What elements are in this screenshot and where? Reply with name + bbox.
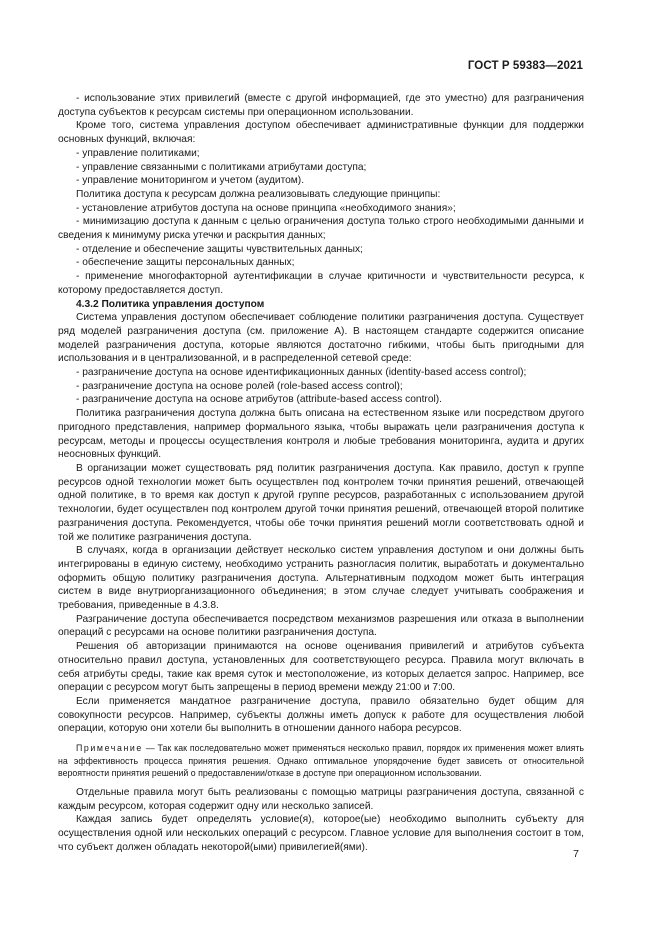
page-number: 7 <box>573 848 579 860</box>
list-item: - отделение и обеспечение защиты чувствительных данных; <box>76 243 363 255</box>
body-paragraph: Разграничение доступа обеспечивается посредством механизмов разрешения или отказа в выполнении операций с ресурсами на основе политики разграничения доступа. <box>58 613 584 639</box>
list-item: - разграничение доступа на основе ролей (role-based access control); <box>76 380 403 392</box>
body-paragraph: Политика доступа к ресурсам должна реализовывать следующие принципы: <box>76 188 441 200</box>
list-item: - управление мониторингом и учетом (аудитом). <box>76 175 305 187</box>
body-paragraph: Решения об авторизации принимаются на основе оценивания привилегий и атрибутов субъекта относительно правил доступа, установленных для соответствующего ресурса. Правила могут включать в себя атрибуты среды, такие как время суток и местоположение, из которых делается запрос. Например, все операции с ресурсом могут быть запрещены в период времени между 21:00 и 7:00. <box>58 641 584 694</box>
note-text: — Так как последовательно может применяться несколько правил, порядок их применения может влиять на эффективность процесса принятия решения. Однако оптимальное упорядочение будет зависеть от относительной вероятности принятия решений о предоставлении/отказе в доступе при операционном использовании. <box>58 743 584 779</box>
body-paragraph: Каждая запись будет определять условие(я), которое(ые) необходимо выполнить субъекту для осуществления одной или нескольких операций с ресурсом. Главное условие для выполнения состоит в том, что субъект должен обладать некоторой(ыми) привилегией(ями). <box>58 814 584 853</box>
list-item: - минимизацию доступа к данным с целью ограничения доступа только строго необходимыми данными и сведения к минимуму риска утечки и раскрытия данных; <box>58 216 584 242</box>
list-item: - обеспечение защиты персональных данных; <box>76 257 295 269</box>
list-item: - управление политиками; <box>76 147 200 159</box>
list-item: - установление атрибутов доступа на основе принципа «необходимого знания»; <box>76 202 456 214</box>
body-paragraph: Политика разграничения доступа должна быть описана на естественном языке или посредством другого пригодного представления, например формального языка, чтобы выражать цели разграничения доступа к ресурсам, методы и процессы осуществления контроля и любые требования мониторинга, аудита и других неосновных функций. <box>58 408 584 461</box>
list-item: - использование этих привилегий (вместе с другой информацией, где это уместно) для разграничения доступа субъектов к ресурсам системы при операционном использовании. <box>58 93 584 118</box>
section-heading: 4.3.2 Политика управления доступом <box>76 298 265 310</box>
list-item: - применение многофакторной аутентификации в случае критичности и чувствительности ресурса, к которому предоставляется доступ. <box>58 271 584 296</box>
note-label: Примечание <box>76 743 143 754</box>
standard-header: ГОСТ Р 59383—2021 <box>467 60 583 72</box>
body-paragraph: В организации может существовать ряд политик разграничения доступа. Как правило, доступ к группе ресурсов одной технологии может быть осуществлен под контролем точки принятия решений, отвечающей одной политике, в то время как доступ к другой группе ресурсов, разработанных с использованием другой технологии, будет осуществлен под контролем другой точки принятия решений, отвечающей второй политике разграничения доступа. Рекомендуется, чтобы обе точки принятия решений могли соответствовать одной и той же политике разграничения доступа. <box>58 462 584 543</box>
list-item: - разграничение доступа на основе атрибутов (attribute-based access control). <box>76 394 442 406</box>
body-paragraph: Если применяется мандатное разграничение доступа, правило обязательно будет общим для совокупности ресурсов. Например, субъекты должны иметь допуск к работе для осуществления любой операции, которую они хотели бы выполнить в отношении данного набора ресурсов. <box>58 695 584 735</box>
body-paragraph: В случаях, когда в организации действует несколько систем управления доступом и они должны быть интегрированы в единую систему, необходимо устранить разногласия политик, выработать и документально оформить общую политику разграничения доступа. Альтернативным подходом может быть интеграция систем в виде внутриорганизационного объединения; в этом случае следует учитывать соображения и требования, приведенные в 4.3.8. <box>58 545 584 612</box>
note-paragraph <box>58 742 584 780</box>
body-paragraph: Кроме того, система управления доступом обеспечивает административные функции для поддержки основных функций, включая: <box>58 120 584 146</box>
list-item: - разграничение доступа на основе идентификационных данных (identity-based access control); <box>76 367 527 379</box>
document-body <box>58 92 584 854</box>
body-paragraph: Отдельные правила могут быть реализованы с помощью матрицы разграничения доступа, связанной с каждым ресурсом, которая содержит одну или несколько записей. <box>58 786 584 812</box>
body-paragraph: Система управления доступом обеспечивает соблюдение политики разграничения доступа. Существует ряд моделей разграничения доступа (см. приложение А). В настоящем стандарте содержится описание моделей разграничения доступа, которые являются достаточно гибкими, чтобы быть пригодными для использования и в централизованной, и в распределенной сетевой среде: <box>58 312 584 365</box>
list-item: - управление связанными с политиками атрибутами доступа; <box>76 161 367 173</box>
